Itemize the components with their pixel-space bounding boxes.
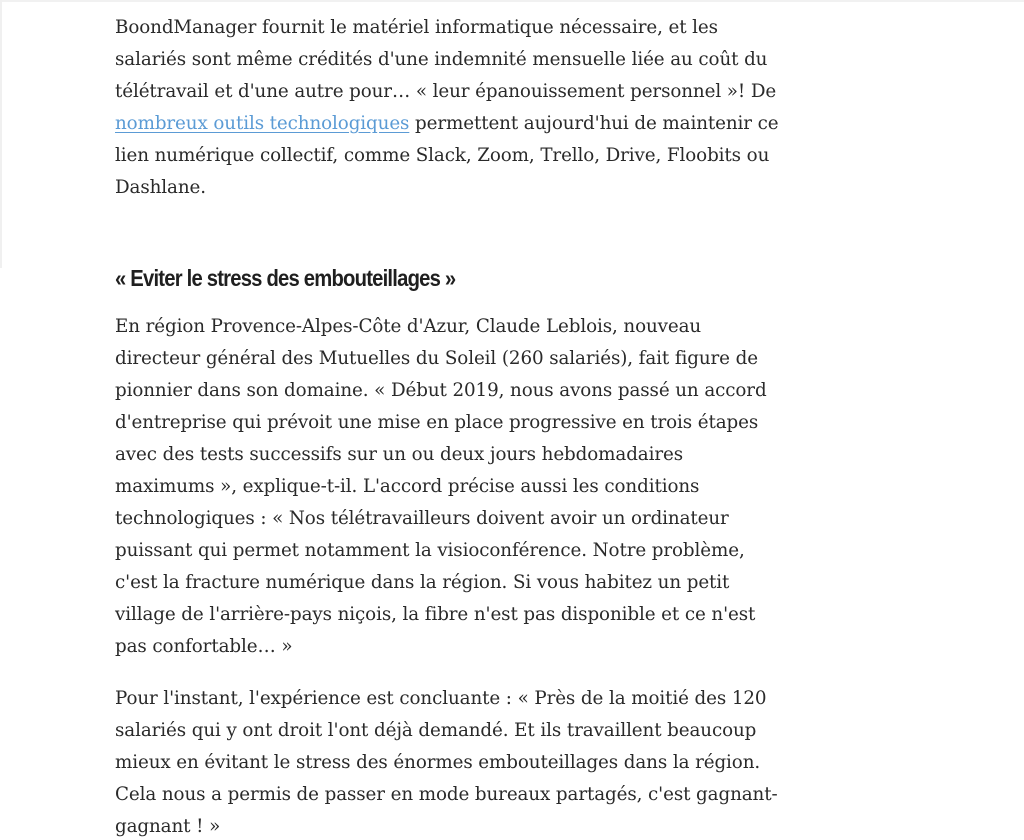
paragraph-equipment: [115, 12, 783, 204]
article-body: [115, 12, 783, 840]
paragraph-pioneer: En région Provence-Alpes-Côte d'Azur, Claude Leblois, nouveau directeur général des Mutuelles du Soleil (260 salariés), fait figure de pionnier dans son domaine. « Début 2019, nous avons passé un accord d'entreprise qui prévoit une mise en place progressive en trois étapes avec des tests successifs sur un ou deux jours hebdomadaires maximums », explique-t-il. L'accord précise aussi les conditions technologiques : « Nos télétravailleurs doivent avoir un ordinateur puissant qui permet notamment la visioconférence. Notre problème, c'est la fracture numérique dans la région. Si vous habitez un petit village de l'arrière-pays niçois, la fibre n'est pas disponible et ce n'est pas confortable… »: [115, 316, 767, 657]
left-divider: [0, 0, 2, 268]
top-divider: [0, 0, 1024, 2]
paragraph-results: Pour l'instant, l'expérience est concluante : « Près de la moitié des 120 salariés qui y ont droit l'ont déjà demandé. Et ils travaillent beaucoup mieux en évitant le stress des énormes embouteillages dans la région. Cela nous a permis de passer en mode bureaux partagés, c'est gagnant-gagnant ! »: [115, 688, 778, 837]
section-heading: « Eviter le stress des embouteillages »: [115, 265, 456, 291]
paragraph-text: permettent aujourd'hui de maintenir ce lien numérique collectif, comme Slack, Zoom, Trello, Drive, Floobits ou Dashlane.: [115, 113, 779, 198]
tech-tools-link[interactable]: nombreux outils technologiques: [115, 113, 410, 134]
paragraph-text: BoondManager fournit le matériel informatique nécessaire, et les salariés sont même crédités d'une indemnité mensuelle liée au coût du télétravail et d'une autre pour… « leur épanouissement personnel »! De: [115, 17, 777, 102]
